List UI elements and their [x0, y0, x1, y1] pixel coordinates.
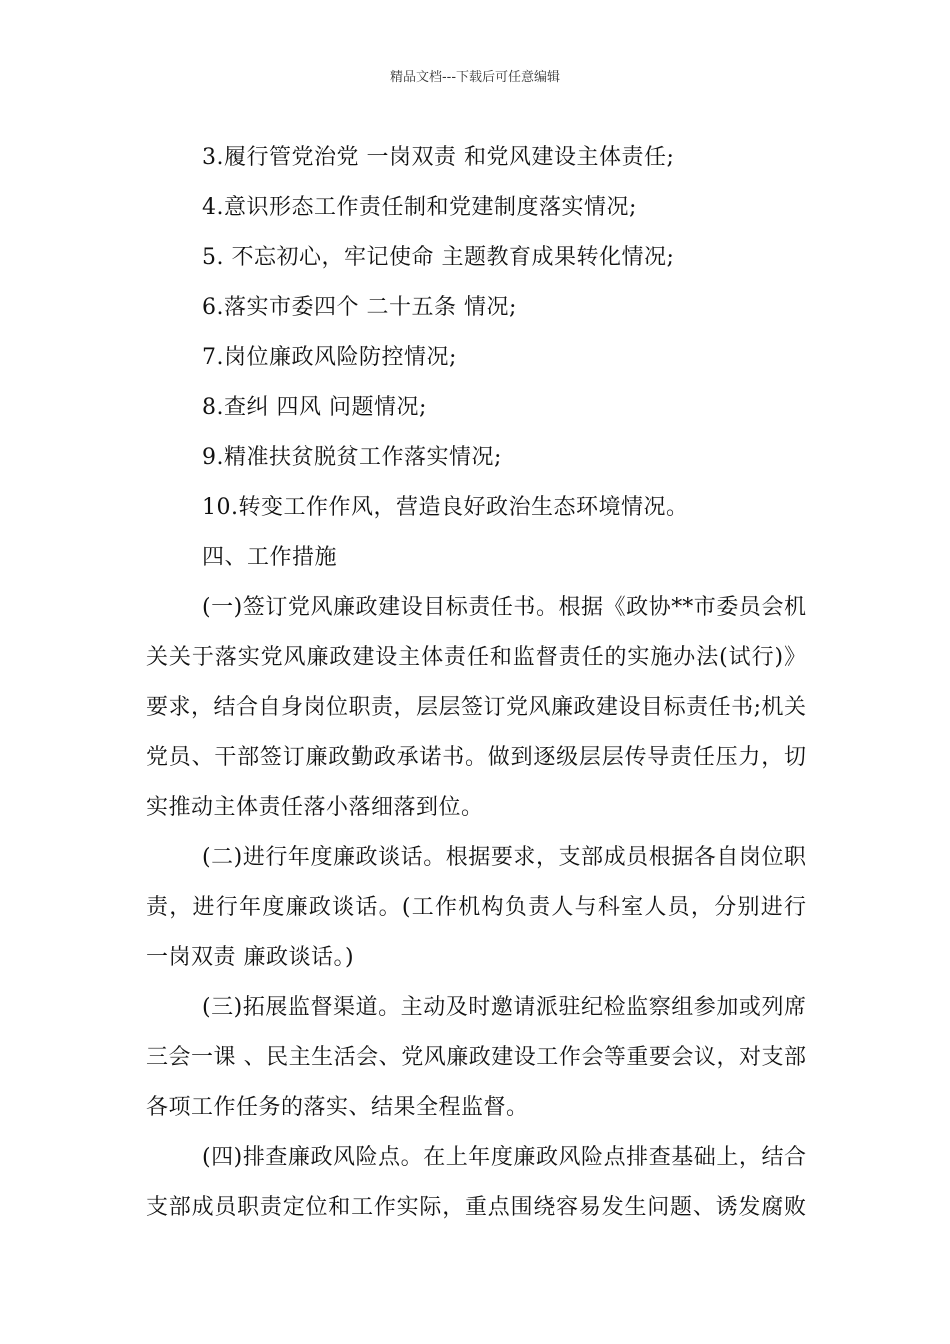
paragraph-line: (四)排查廉政风险点。在上年度廉政风险点排查基础上，结合 — [202, 1145, 806, 1170]
paragraph-line: (三)拓展监督渠道。主动及时邀请派驻纪检监察组参加或列席 — [202, 995, 806, 1020]
paragraph-line: 实推动主体责任落小落细落到位。 — [146, 795, 484, 820]
paragraph-line: 关关于落实党风廉政建设主体责任和监督责任的实施办法(试行)》 — [146, 645, 806, 670]
paragraph-line: (二)进行年度廉政谈话。根据要求，支部成员根据各自岗位职 — [202, 845, 806, 870]
paragraph-line: 各项工作任务的落实、结果全程监督。 — [146, 1095, 529, 1120]
list-item-5: 5. 不忘初心，牢记使命 主题教育成果转化情况; — [202, 245, 675, 270]
list-item-6: 6.落实市委四个 二十五条 情况; — [202, 295, 517, 320]
list-item-4: 4.意识形态工作责任制和党建制度落实情况; — [202, 195, 637, 220]
document-body — [146, 133, 806, 1233]
list-item-8: 8.查纠 四风 问题情况; — [202, 395, 427, 420]
measure-1-paragraph — [146, 583, 806, 833]
list-item-3: 3.履行管党治党 一岗双责 和党风建设主体责任; — [202, 145, 675, 170]
paragraph-line: 责，进行年度廉政谈话。(工作机构负责人与科室人员，分别进行 — [146, 895, 806, 920]
measure-4-paragraph — [146, 1133, 806, 1233]
list-item-9: 9.精准扶贫脱贫工作落实情况; — [202, 445, 502, 470]
paragraph-line: (一)签订党风廉政建设目标责任书。根据《政协**市委员会机 — [202, 595, 806, 620]
paragraph-line: 要求，结合自身岗位职责，层层签订党风廉政建设目标责任书;机关 — [146, 695, 806, 720]
paragraph-line: 党员、干部签订廉政勤政承诺书。做到逐级层层传导责任压力，切 — [146, 745, 806, 770]
section-heading: 四、工作措施 — [202, 545, 338, 570]
list-item-7: 7.岗位廉政风险防控情况; — [202, 345, 457, 370]
paragraph-line: 三会一课 、民主生活会、党风廉政建设工作会等重要会议，对支部 — [146, 1045, 806, 1070]
page-header: 精品文档---下载后可任意编辑 — [389, 70, 561, 85]
list-item-10: 10.转变工作作风，营造良好政治生态环境情况。 — [202, 495, 689, 520]
measure-2-paragraph — [146, 833, 806, 983]
measure-3-paragraph — [146, 983, 806, 1133]
paragraph-line: 一岗双责 廉政谈话。) — [146, 945, 355, 970]
paragraph-line: 支部成员职责定位和工作实际，重点围绕容易发生问题、诱发腐败 — [146, 1195, 806, 1220]
